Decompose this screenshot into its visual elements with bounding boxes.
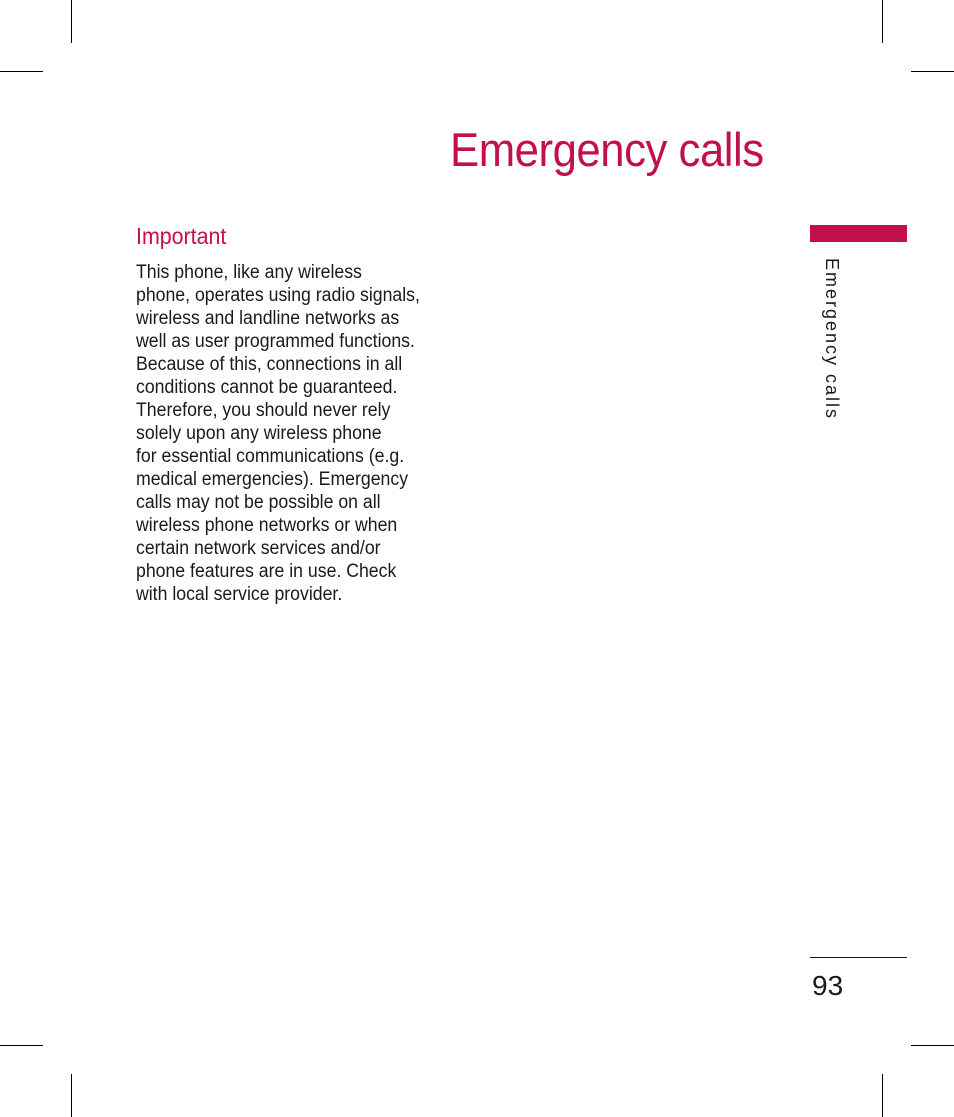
crop-mark-bottom-right-vertical bbox=[882, 1074, 883, 1117]
section-tab-marker bbox=[810, 225, 907, 242]
body-line: Because of this, connections in all bbox=[136, 354, 403, 375]
body-line: This phone, like any wireless bbox=[136, 262, 362, 283]
body-line: calls may not be possible on all bbox=[136, 492, 381, 513]
body-paragraph bbox=[136, 261, 456, 606]
crop-mark-top-left-horizontal bbox=[0, 71, 43, 72]
footer-divider bbox=[810, 957, 907, 958]
side-tab-label: Emergency calls bbox=[822, 258, 842, 421]
body-line: conditions cannot be guaranteed. bbox=[136, 377, 398, 398]
body-line: with local service provider. bbox=[136, 584, 343, 605]
crop-mark-top-left-vertical bbox=[71, 0, 72, 43]
body-line: phone features are in use. Check bbox=[136, 561, 397, 582]
body-line: medical emergencies). Emergency bbox=[136, 469, 409, 490]
crop-mark-bottom-left-horizontal bbox=[0, 1045, 43, 1046]
crop-mark-bottom-right-horizontal bbox=[911, 1045, 954, 1046]
body-line: for essential communications (e.g. bbox=[136, 446, 405, 467]
section-heading-important: Important bbox=[136, 223, 227, 249]
crop-mark-top-right-horizontal bbox=[911, 71, 954, 72]
body-line: wireless phone networks or when bbox=[136, 515, 398, 536]
crop-mark-top-right-vertical bbox=[882, 0, 883, 43]
page-number: 93 bbox=[812, 970, 844, 1001]
body-line: certain network services and/or bbox=[136, 538, 381, 559]
body-line: Therefore, you should never rely bbox=[136, 400, 391, 421]
body-line: wireless and landline networks as bbox=[136, 308, 400, 329]
body-line: phone, operates using radio signals, bbox=[136, 285, 420, 306]
page-title: Emergency calls bbox=[450, 123, 764, 176]
crop-mark-bottom-left-vertical bbox=[71, 1074, 72, 1117]
body-line: well as user programmed functions. bbox=[136, 331, 415, 352]
body-line: solely upon any wireless phone bbox=[136, 423, 382, 444]
